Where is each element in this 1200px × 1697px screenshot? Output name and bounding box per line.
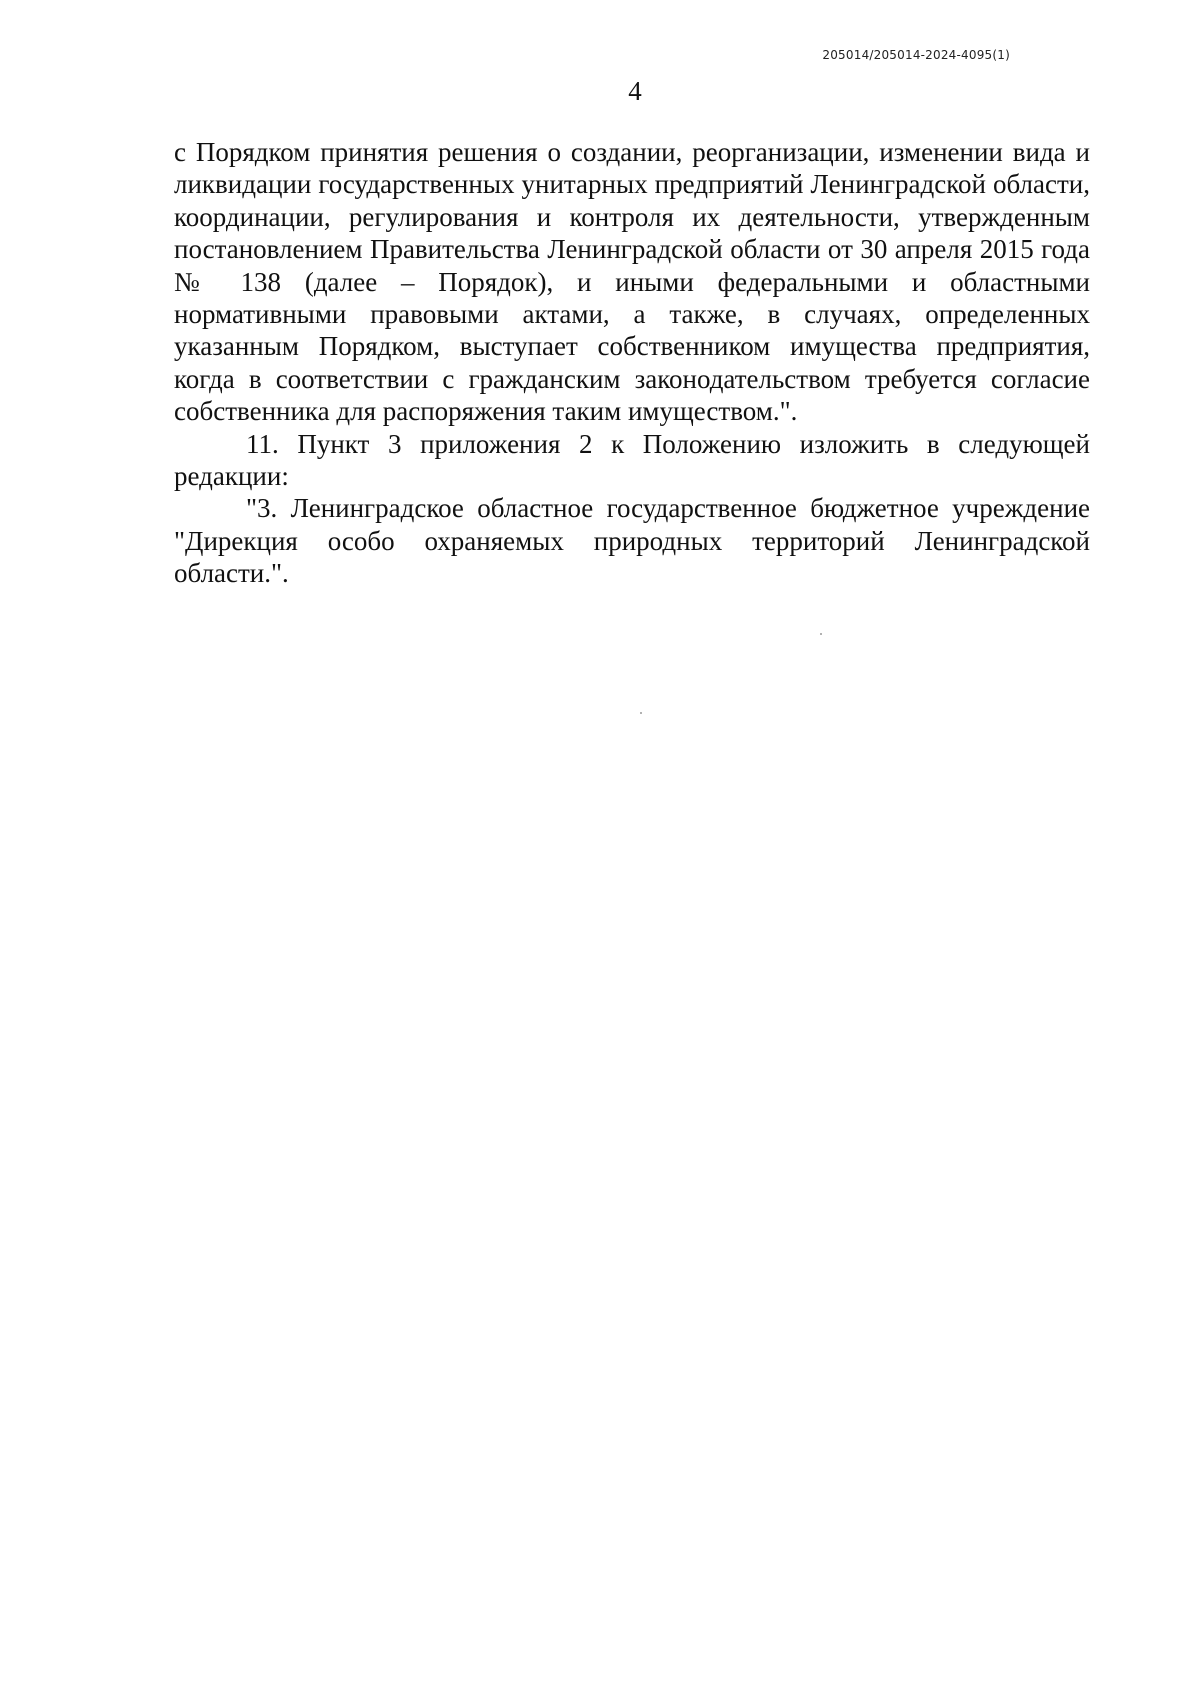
paragraph-quoted-item-3: "3. Ленинградское областное государственное бюджетное учреждение "Дирекция особо охраняемых природных территорий Ленинградской области.". (174, 493, 1090, 589)
document-body (174, 136, 1090, 590)
scan-speck (820, 633, 822, 635)
paragraph-item-11: 11. Пункт 3 приложения 2 к Положению изложить в следующей редакции: (174, 428, 1090, 492)
paragraph-continuation: с Порядком принятия решения о создании, реорганизации, изменении вида и ликвидации государственных унитарных предприятий Ленинградской области, координации, регулирования и контроля их деятельности, утвержденным постановлением Правительства Ленинградской области от 30 апреля 2015 года № 138 (далее – Порядок), и иными федеральными и областными нормативными правовыми актами, а также, в случаях, определенных указанным Порядком, выступает собственником имущества предприятия, когда в соответствии с гражданским законодательством требуется согласие собственника для распоряжения таким имуществом.". (174, 137, 1090, 427)
document-id: 205014/205014-2024-4095(1) (822, 48, 1010, 62)
page-number: 4 (628, 76, 642, 106)
scan-speck (640, 712, 642, 714)
